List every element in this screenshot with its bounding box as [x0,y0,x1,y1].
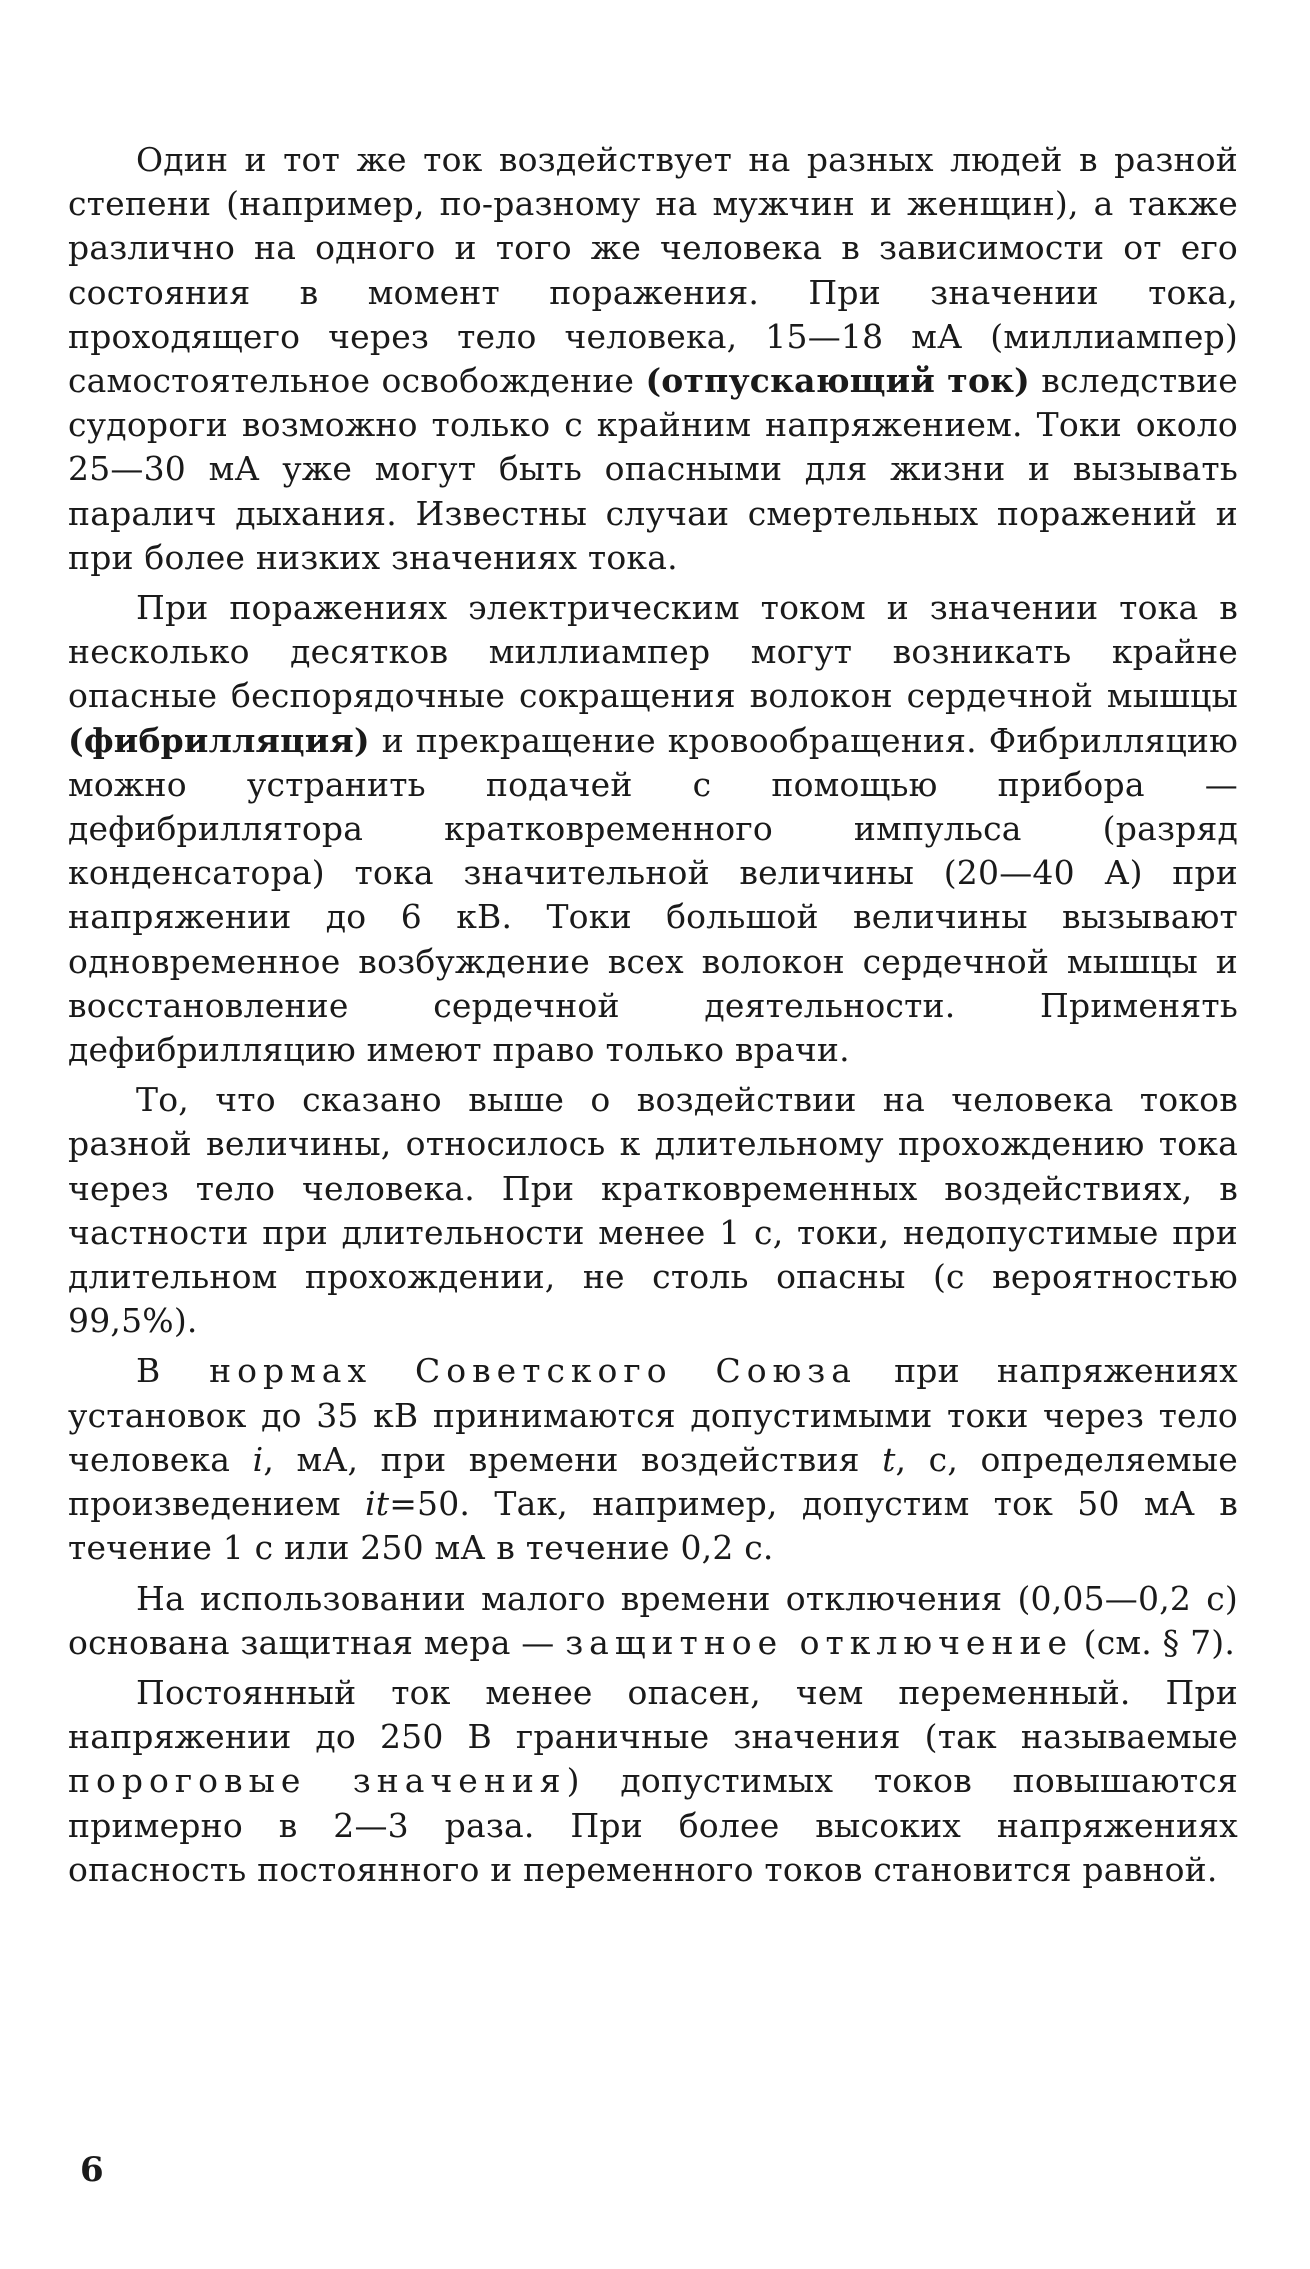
text-run: =50. Так, например, допустим ток 50 мА в течение 1 с или 250 мА в течение 0,2 с. [68,1484,1238,1568]
paragraph-soviet-norms [68,1349,1238,1570]
text-run: (см. § 7). [1072,1622,1236,1662]
text-run: и прекращение кровообращения. Фибрилляцию можно устранить подачей с помощью прибора — дефибриллятора кратковременного импульса (разряд конденсатора) тока значительной величины (20—40 А) при напряжении до 6 кВ. Токи большой величины вызывают одновременное возбуждение всех волокон сердечной мышцы и восстановление сердечной деятельности. Применять дефибрилляцию имеют право только врачи. [68,720,1238,1070]
term-threshold-values: пороговые значения [68,1761,567,1801]
text-run: При поражениях электрическим током и значении тока в несколько десятков миллиампер могут возникать крайне опасные беспорядочные сокращения волокон сердечной мышцы [68,588,1238,716]
paragraph-protective-shutdown [68,1577,1238,1665]
paragraph-direct-current [68,1671,1238,1892]
symbol-t: t [882,1439,896,1479]
term-protective-shutdown: защитное отключение [565,1622,1073,1662]
text-run: ) допустимых токов повышаются примерно в 2—3 раза. При более высоких напряжениях опасность постоянного и переменного токов становится равной. [68,1761,1239,1889]
text-run: Один и тот же ток воздействует на разных людей в разной степени (например, по-разному на мужчин и женщин), а также различно на одного и того же человека в зависимости от его состояния в момент поражения. При значении тока, проходящего через тело человека, 15—18 мА (миллиампер) самостоятельное освобождение [68,140,1238,401]
symbol-it: it [364,1484,390,1524]
page-body [68,138,1238,1898]
text-run: Постоянный ток менее опасен, чем переменный. При напряжении до 250 В граничные значения (так называемые [68,1672,1238,1757]
paragraph-fibrillation [68,586,1238,1072]
term-fibrillation: (фибрилляция) [68,720,370,760]
term-let-go-current: (отпускающий ток) [645,361,1030,401]
text-run: при напряжениях установок до 35 кВ принимаются допустимыми токи через тело человека [68,1351,1238,1479]
paragraph-current-effects [68,138,1238,580]
text-run: , с, определяемые произведением [68,1439,1238,1524]
text-run: , мА, при времени воздействия [263,1439,883,1479]
text-run: То, что сказано выше о воздействии на человека токов разной величины, относилось к длительному прохождению тока через тело человека. При кратковременных воздействиях, в частности при длительности менее 1 с, токи, недопустимые при длительном прохождении, не столь опасны (с вероятностью 99,5%). [68,1080,1238,1341]
paragraph-short-exposure [68,1078,1238,1343]
text-run: вследствие судороги возможно только с крайним напряжением. Токи около 25—30 мА уже могут быть опасными для жизни и вызывать паралич дыхания. Известны случаи смертельных поражений и при более низких значениях тока. [68,361,1238,577]
term-soviet-norms: В нормах Советского Союза [136,1351,857,1391]
text-run: На использовании малого времени отключения (0,05—0,2 с) основана защитная мера — [68,1578,1238,1662]
symbol-i: i [252,1439,264,1479]
page-number: 6 [80,2150,104,2190]
